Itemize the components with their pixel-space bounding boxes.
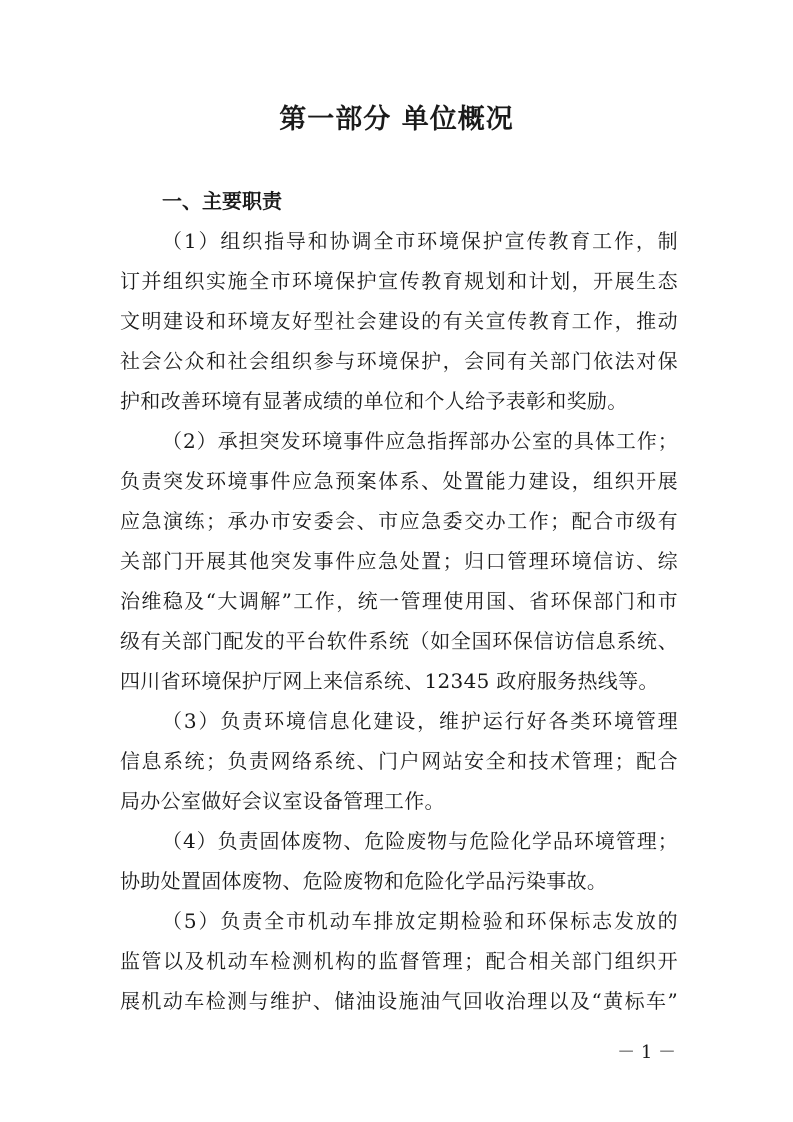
paragraph-line: （4）负责固体废物、危险废物与危险化学品环境管理； [162, 829, 678, 853]
paragraph-line: （1）组织指导和协调全市环境保护宣传教育工作，制 [162, 229, 678, 253]
paragraph-1 [120, 221, 678, 421]
paragraph-line: 护和改善环境有显著成绩的单位和个人给予表彰和奖励。 [120, 389, 628, 413]
paragraph-line: 监管以及机动车检测机构的监督管理；配合相关部门组织开 [120, 949, 678, 973]
section-heading: 一、主要职责 [162, 189, 282, 213]
paragraph-3 [120, 701, 678, 821]
paragraph-line: 级有关部门配发的平台软件系统（如全国环保信访信息系统、 [120, 629, 678, 653]
paragraph-line: 局办公室做好会议室设备管理工作。 [120, 789, 445, 813]
paragraph-line: 订并组织实施全市环境保护宣传教育规划和计划，开展生态 [120, 269, 678, 293]
document-body [120, 181, 678, 1021]
paragraph-line: 社会公众和社会组织参与环境保护，会同有关部门依法对保 [120, 349, 678, 373]
paragraph-line: 关部门开展其他突发事件应急处置；归口管理环境信访、综 [120, 549, 678, 573]
paragraph-line: 信息系统；负责网络系统、门户网站安全和技术管理；配合 [120, 749, 678, 773]
page-title: 第一部分 单位概况 [279, 104, 514, 135]
paragraph-line: 负责突发环境事件应急预案体系、处置能力建设，组织开展 [120, 469, 678, 493]
paragraph-line: 应急演练；承办市安委会、市应急委交办工作；配合市级有 [120, 509, 678, 533]
paragraph-line: （3）负责环境信息化建设，维护运行好各类环境管理 [162, 709, 678, 733]
paragraph-line: （5）负责全市机动车排放定期检验和环保标志发放的 [162, 909, 678, 933]
paragraph-line: （2）承担突发环境事件应急指挥部办公室的具体工作； [162, 429, 678, 453]
paragraph-line: 展机动车检测与维护、储油设施油气回收治理以及“黄标车” [120, 989, 678, 1013]
paragraph-5 [120, 901, 678, 1021]
paragraph-4 [120, 821, 678, 901]
paragraph-line: 文明建设和环境友好型社会建设的有关宣传教育工作，推动 [120, 309, 678, 333]
paragraph-line: 协助处置固体废物、危险废物和危险化学品污染事故。 [120, 869, 608, 893]
page-number: － 1 － [617, 1042, 676, 1063]
paragraph-line: 四川省环境保护厅网上来信系统、12345 政府服务热线等。 [120, 669, 659, 693]
paragraph-2 [120, 421, 678, 701]
paragraph-line: 治维稳及“大调解”工作，统一管理使用国、省环保部门和市 [120, 589, 678, 613]
